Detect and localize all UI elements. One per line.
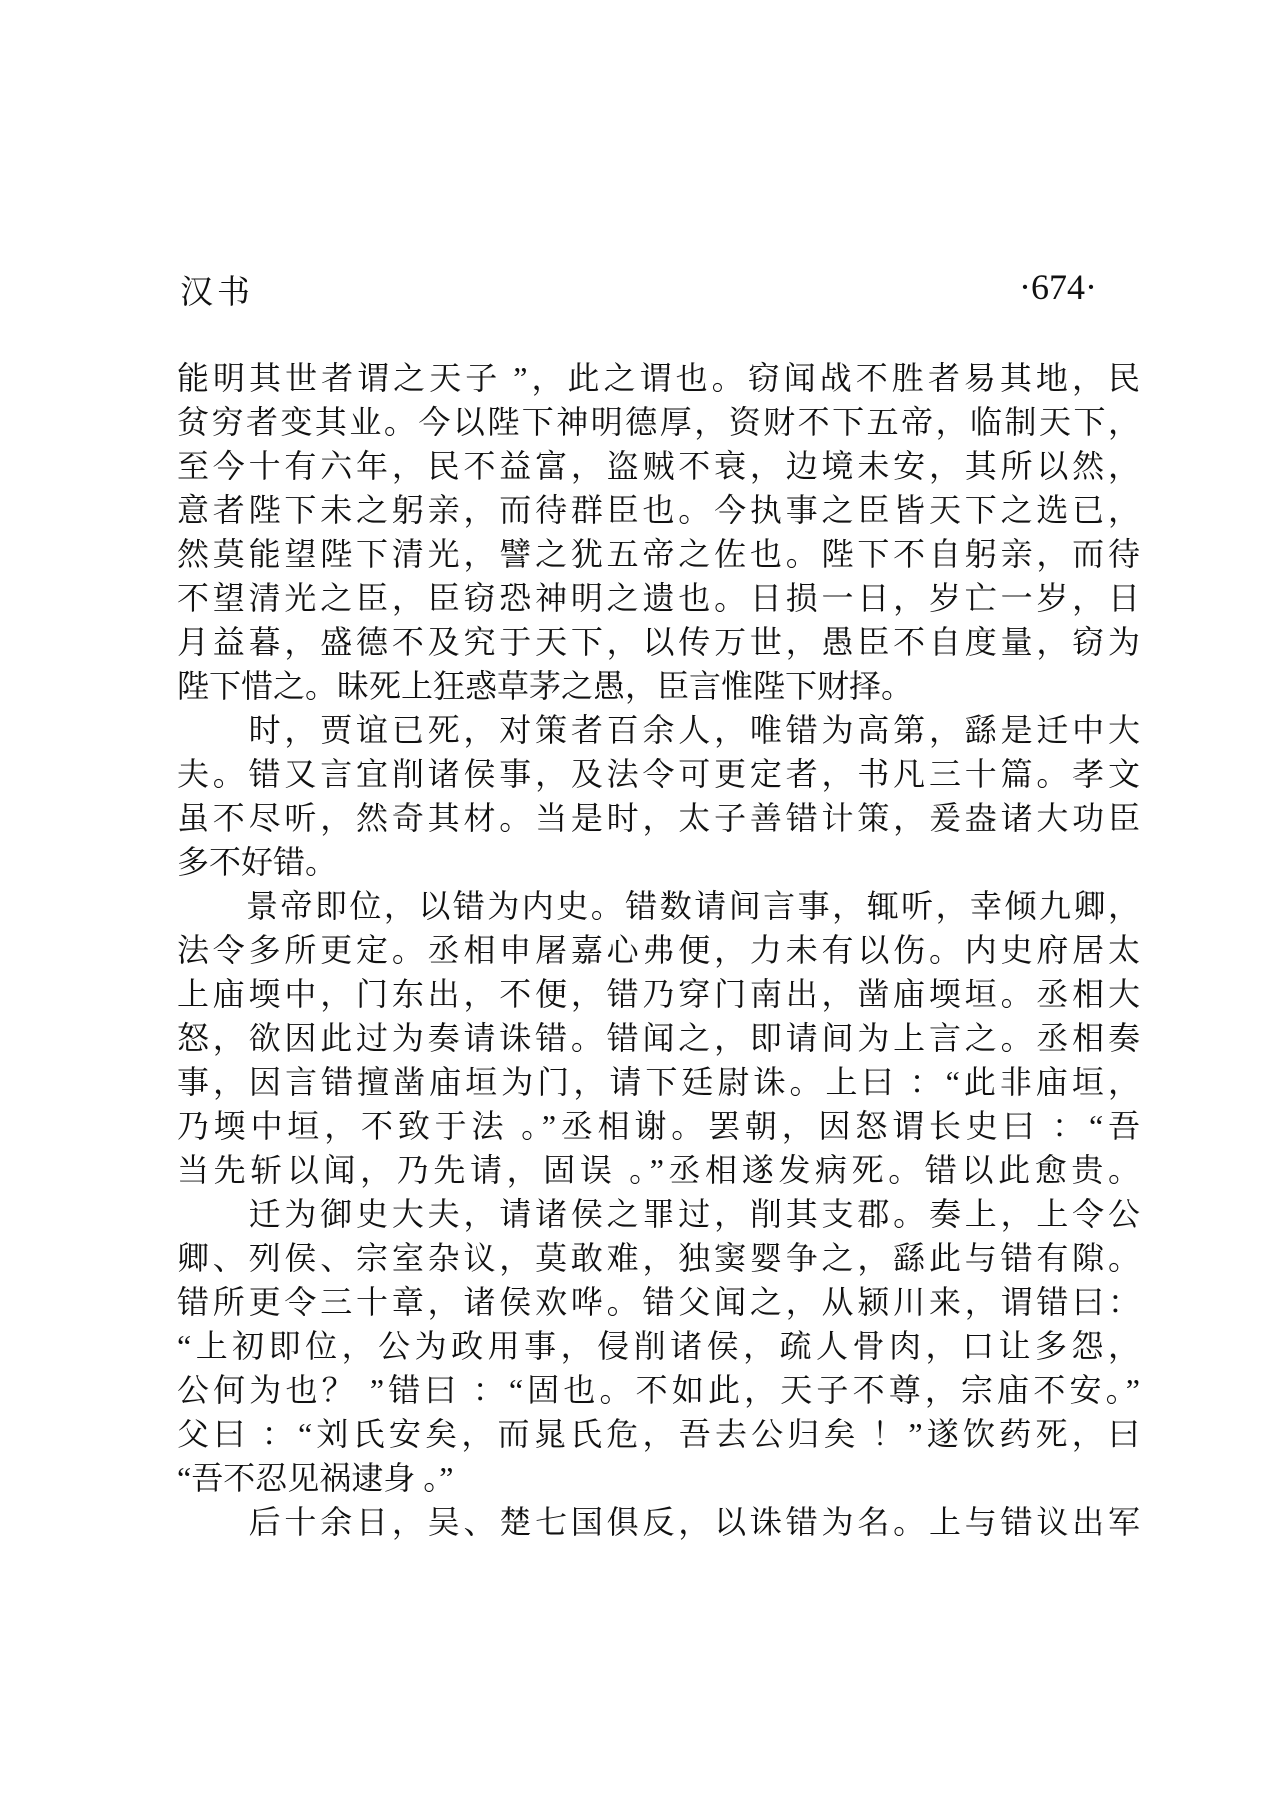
text-line: 错所更令三十章，诸侯欢哗。错父闻之，从颍川来，谓错曰： — [177, 1284, 1140, 1320]
text-line: 怒，欲因此过为奏请诛错。错闻之，即请间为上言之。丞相奏 — [177, 1020, 1140, 1056]
text-line: 乃堧中垣，不致于法 。”丞相谢。罢朝，因怒谓长史曰 ：“吾 — [177, 1108, 1140, 1144]
text-line: 当先斩以闻，乃先请，固误 。”丞相遂发病死。错以此愈贵。 — [177, 1152, 1140, 1188]
text-line: 后十余日，吴、楚七国俱反，以诛错为名。上与错议出军 — [177, 1504, 1140, 1540]
text-line: 父曰 ：“刘氏安矣，而晁氏危，吾去公归矣 ！”遂饮药死，曰 — [177, 1416, 1140, 1452]
text-line: 法令多所更定。丞相申屠嘉心弗便，力未有以伤。内史府居太 — [177, 932, 1140, 968]
text-line: 事，因言错擅凿庙垣为门，请下廷尉诛。上曰 ：“此非庙垣， — [177, 1064, 1140, 1100]
text-line: 景帝即位，以错为内史。错数请间言事，辄听，幸倾九卿， — [177, 888, 1140, 924]
text-line: “上初即位，公为政用事，侵削诸侯，疏人骨肉，口让多怨， — [177, 1328, 1140, 1364]
book-title: 汉书 — [180, 275, 254, 311]
text-line: 时，贾谊已死，对策者百余人，唯错为高第，繇是迁中大 — [177, 712, 1140, 748]
text-line: 卿、列侯、宗室杂议，莫敢难，独窦婴争之，繇此与错有隙。 — [177, 1240, 1140, 1276]
text-line: 公何为也？ ”错曰 ：“固也。不如此，天子不尊，宗庙不安。” — [177, 1372, 1140, 1408]
text-line: 上庙堧中，门东出，不便，错乃穿门南出，凿庙堧垣。丞相大 — [177, 976, 1140, 1012]
text-line: 陛下惜之。昧死上狂惑草茅之愚，臣言惟陛下财择。 — [177, 668, 914, 704]
text-line: 不望清光之臣，臣窃恐神明之遗也。日损一日，岁亡一岁，日 — [177, 580, 1140, 616]
text-line: 虽不尽听，然奇其材。当是时，太子善错计策，爰盎诸大功臣 — [177, 800, 1140, 836]
text-line: 贫穷者变其业。今以陛下神明德厚，资财不下五帝，临制天下， — [177, 404, 1140, 440]
text-line: “吾不忍见祸逮身 。” — [177, 1460, 454, 1496]
text-line: 夫。错又言宜削诸侯事，及法令可更定者，书凡三十篇。孝文 — [177, 756, 1140, 792]
text-line: 多不好错。 — [177, 844, 338, 880]
text-line: 然莫能望陛下清光，譬之犹五帝之佐也。陛下不自躬亲，而待 — [177, 536, 1140, 572]
text-line: 迁为御史大夫，请诸侯之罪过，削其支郡。奏上，上令公 — [177, 1196, 1140, 1232]
text-line: 意者陛下未之躬亲，而待群臣也。今执事之臣皆天下之选已， — [177, 492, 1140, 528]
running-header — [180, 266, 1097, 311]
text-line: 月益暮，盛德不及究于天下，以传万世，愚臣不自度量，窃为 — [177, 624, 1140, 660]
page-number: ·674· — [1019, 267, 1097, 307]
text-line: 至今十有六年，民不益富，盗贼不衰，边境未安，其所以然， — [177, 448, 1140, 484]
text-line: 能明其世者谓之天子 ”，此之谓也。窃闻战不胜者易其地，民 — [177, 360, 1140, 396]
body-text — [177, 356, 1140, 1544]
